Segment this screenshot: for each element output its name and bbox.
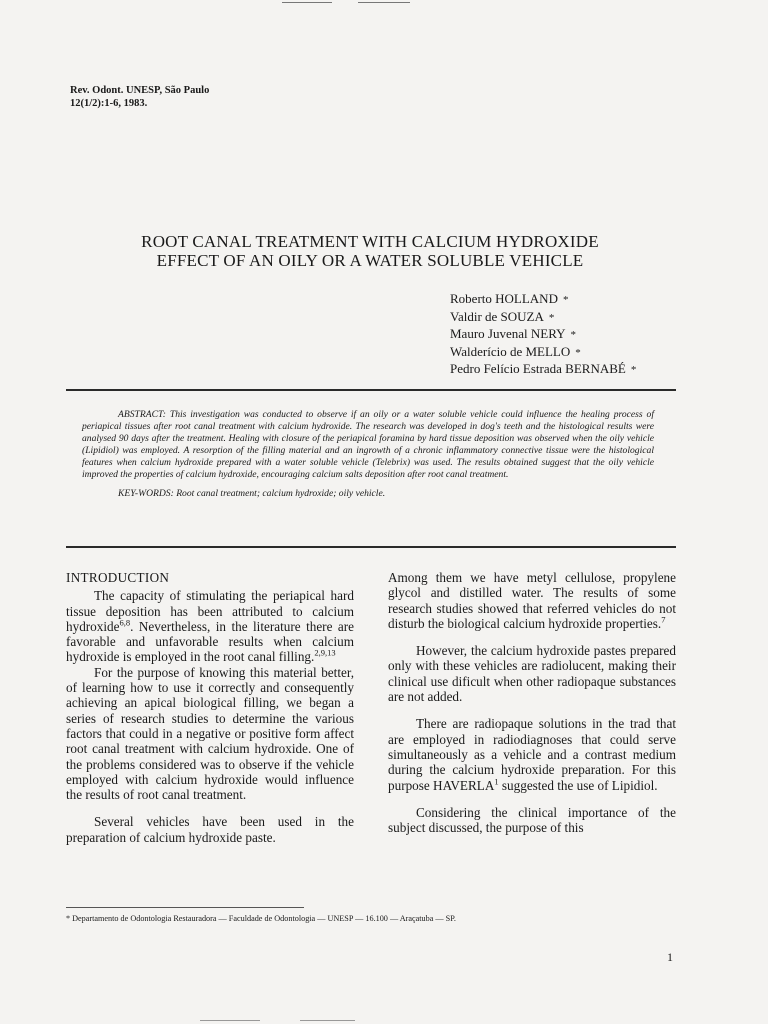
paragraph: For the purpose of knowing this material better, of learning how to use it correctly and consequently achieving an apical biological filling, we began a series of research studies to determine the various factors that could in a negative or positive form affect root canal treatment with calcium hydroxide. One of the problems considered was to observe if the vehicle employed with calcium hydroxide would influence the results of root canal treatment. <box>66 664 354 803</box>
left-column <box>66 570 354 845</box>
title-line-1: ROOT CANAL TREATMENT WITH CALCIUM HYDROXIDE <box>141 232 599 251</box>
author: Mauro Juvenal NERY * <box>450 326 577 341</box>
keywords-label: KEY-WORDS: <box>118 487 174 499</box>
section-heading: INTRODUCTION <box>66 570 170 585</box>
keywords-text: Root canal treatment; calcium hydroxide; oily vehicle. <box>176 487 386 499</box>
citation: 6,8 <box>119 617 131 628</box>
citation: 1 <box>494 776 499 787</box>
author: Pedro Felício Estrada BERNABÉ * <box>450 361 637 376</box>
citation: 7 <box>661 614 666 625</box>
abstract-block <box>82 409 654 500</box>
scan-artifact <box>282 2 332 3</box>
paragraph: Among them we have metyl cellulose, propylene glycol and distilled water. The results of some research studies showed that referred vehicles do not disturb the biological calcium hydroxide properties.$^7$ <box>388 570 676 631</box>
author: Walderício de MELLO * <box>450 343 581 359</box>
scan-artifact <box>358 2 410 3</box>
abstract-paragraph <box>82 409 654 482</box>
scan-artifact <box>200 1020 260 1021</box>
abstract-text: This investigation was conducted to observe if an oily or a water soluble vehicle could influence the healing process of periapical tissues after root canal treatment with calcium hydroxide. The research was developed in dog's teeth and the histological results were analysed 90 days after the treatment. Healing with closure of the periapical foramina by hard tissue deposition was observed when the oily vehicle (Lipidiol) was employed. A resorption of the filling material and an ingrowth of a chronic inflammatory connective tissue were the histological features when calcium hydroxide prepared with a water soluble vehicle (Telebrix) was used. The results obtained suggest that the oily vehicle improved the properties of calcium hydroxide, encouraging calcium salts deposition after root canal treatment. <box>82 409 654 481</box>
paragraph: Several vehicles have been used in the preparation of calcium hydroxide paste. <box>66 814 354 845</box>
author-list <box>450 291 636 379</box>
journal-volume: 12(1/2):1-6, 1983. <box>70 98 148 109</box>
paragraph: The capacity of stimulating the periapical hard tissue deposition has been attributed to calcium hydroxide$^{6,8}$. Nevertheless, in the literature there are favorable and unfavorable results when calcium hydroxide is employed in the root canal filling.$^{2,9,13}$ <box>66 588 354 665</box>
author: Valdir de SOUZA * <box>450 308 555 324</box>
abstract-bottom-rule <box>66 546 676 548</box>
article-title <box>60 232 680 270</box>
journal-citation <box>70 84 209 110</box>
author: Roberto HOLLAND * <box>450 291 569 306</box>
paragraph: There are radiopaque solutions in the trad that are employed in radiodiagnoses that could serve simultaneously as a vehicle and a contrast medium during the calcium hydroxide preparation. For this purpose HAVERLA$^1$ suggested the use of Lipidiol. <box>388 716 676 793</box>
title-line-2: EFFECT OF AN OILY OR A WATER SOLUBLE VEHICLE <box>156 251 584 270</box>
scan-artifact <box>300 1020 355 1021</box>
abstract-label: ABSTRACT: <box>118 409 166 420</box>
abstract-top-rule <box>66 389 676 391</box>
page-number: 1 <box>667 950 673 964</box>
journal-name: Rev. Odont. UNESP, São Paulo <box>70 85 210 96</box>
paragraph: Considering the clinical importance of the subject discussed, the purpose of this <box>388 804 676 836</box>
keywords <box>82 488 654 500</box>
paragraph: However, the calcium hydroxide pastes prepared only with these vehicles are radiolucent, making their clinical use dificult when other radiopaque substances are not added. <box>388 643 676 705</box>
footnote-rule <box>66 907 304 908</box>
affiliation-footnote: * Departamento de Odontologia Restauradora — Faculdade de Odontologia — UNESP — 16.100 — Araçatuba — SP. <box>66 914 456 923</box>
citation: 2,9,13 <box>314 648 336 659</box>
right-column <box>388 570 676 835</box>
